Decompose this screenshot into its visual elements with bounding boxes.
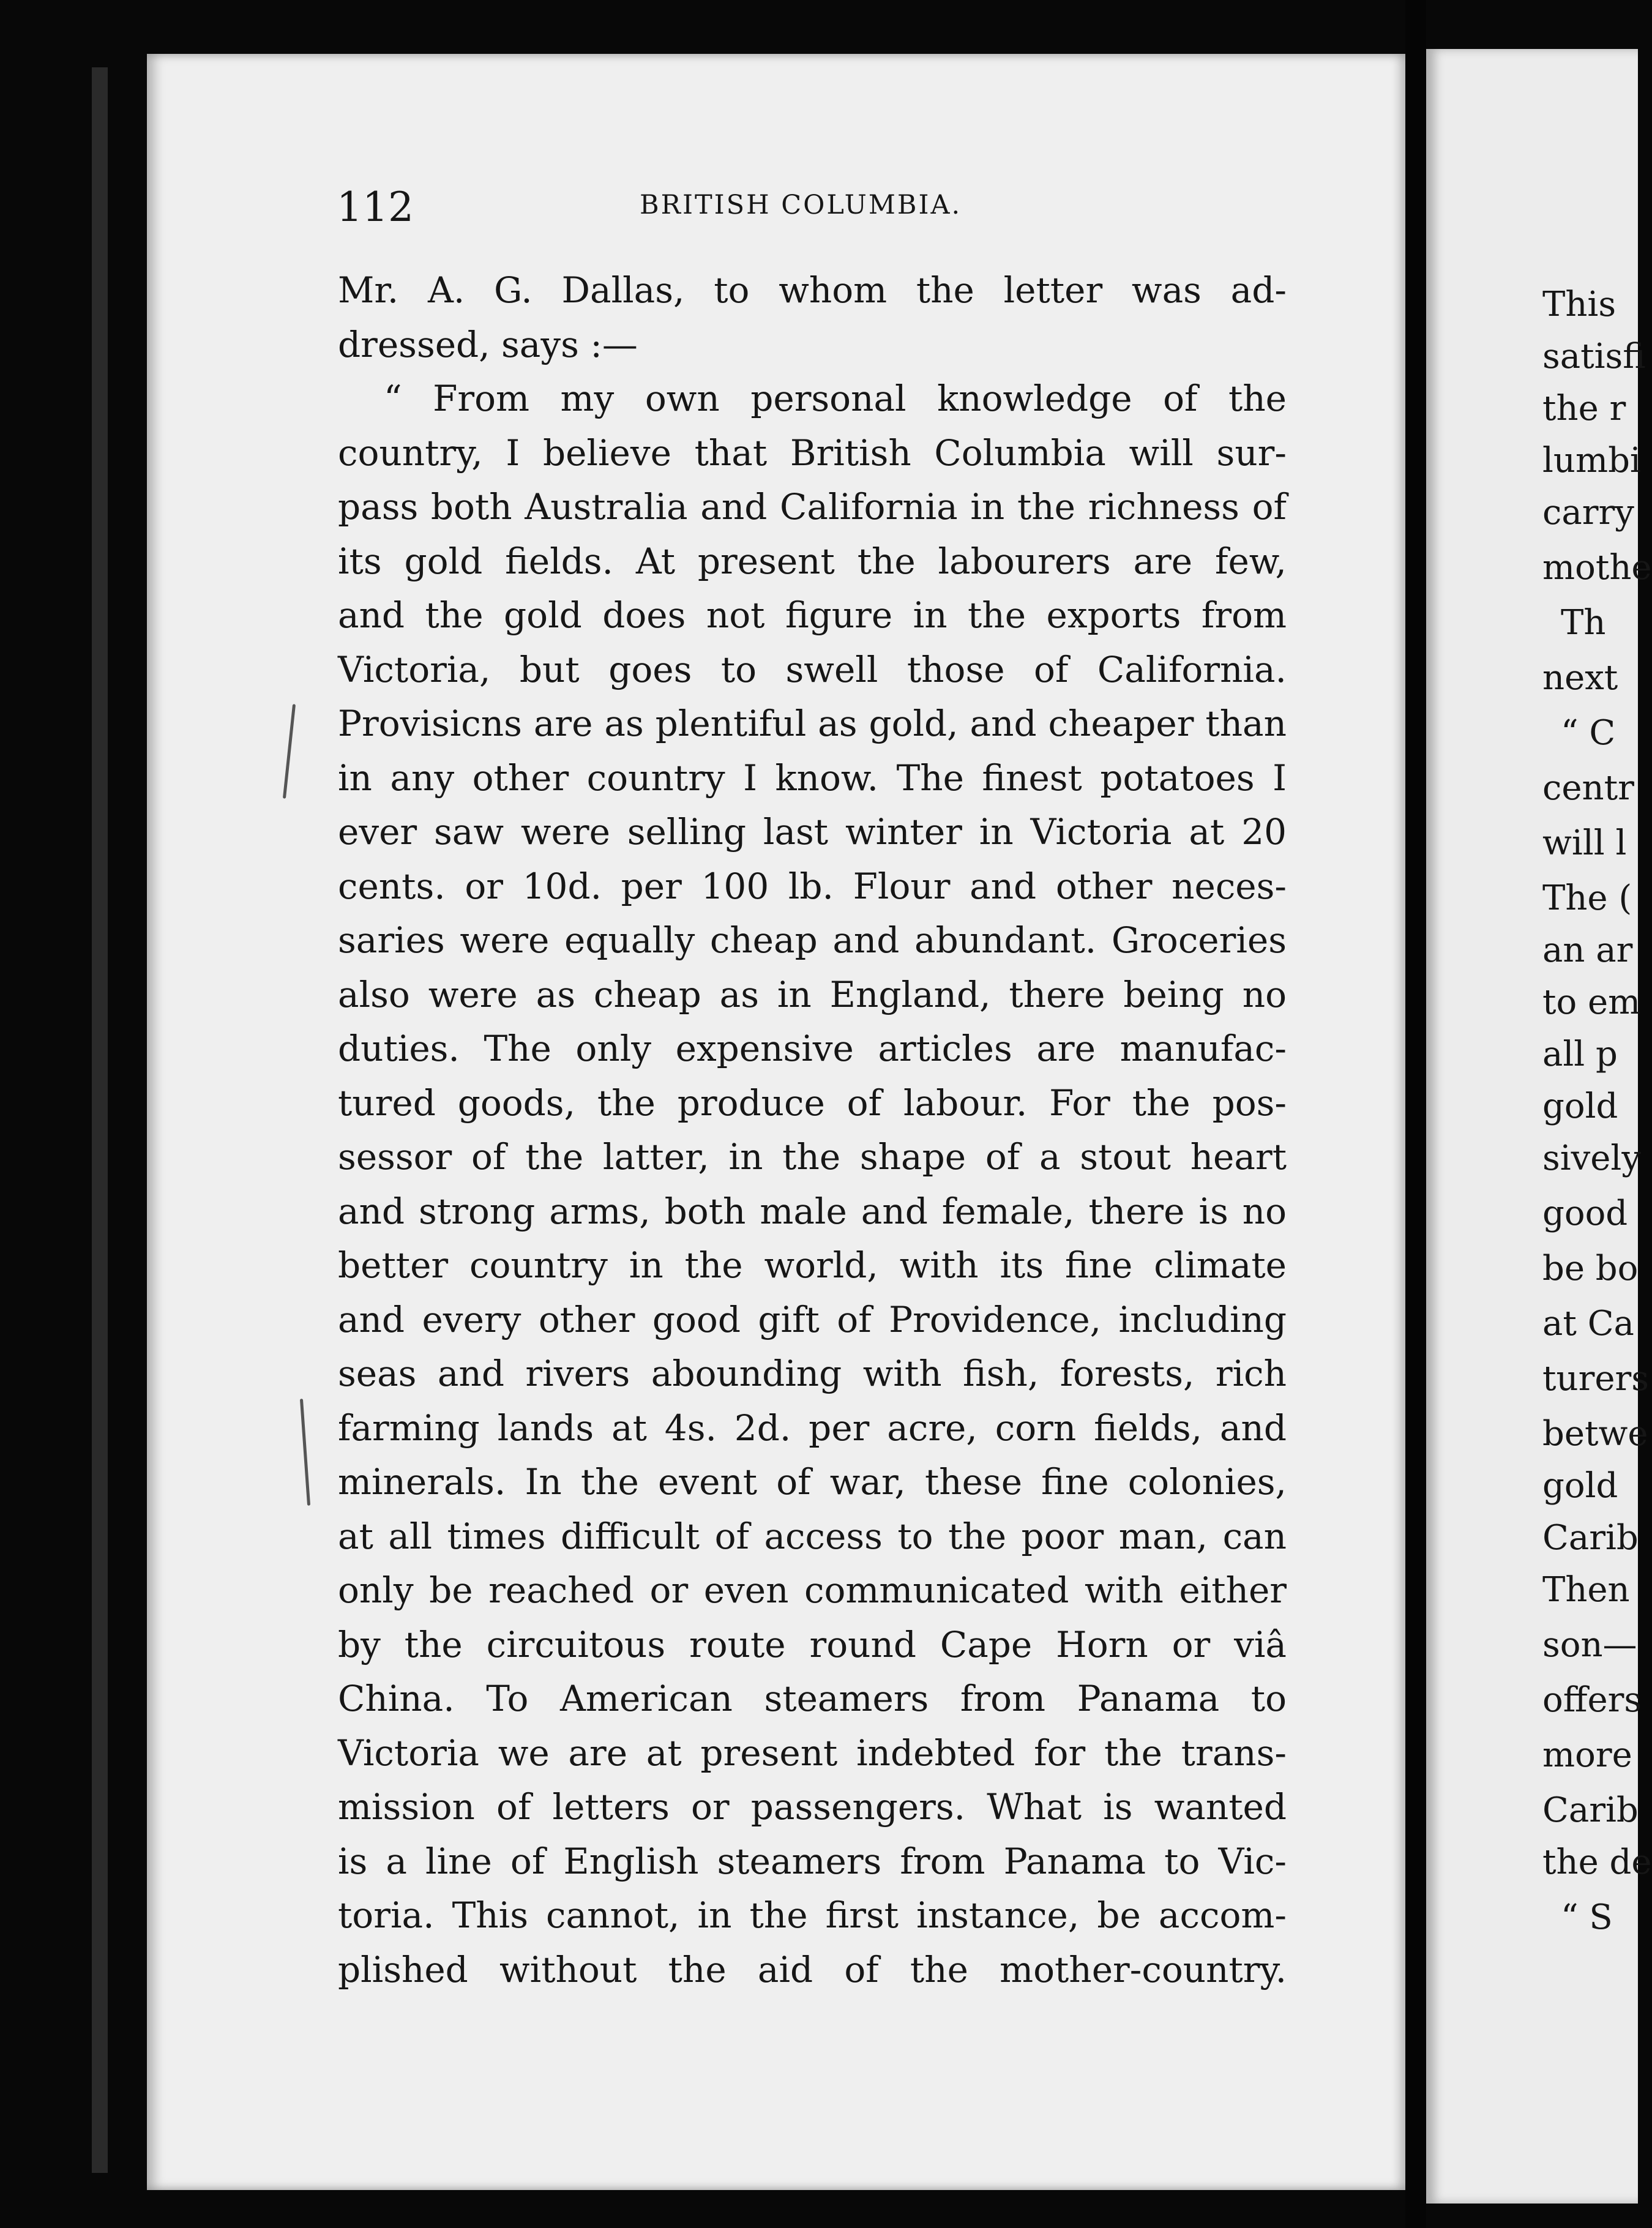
text-line: and strong arms, both male and female, there is no [338, 1190, 1287, 1232]
text-line: ever saw were selling last winter in Victoria at 20 [338, 811, 1287, 853]
text-line: “ From my own personal knowledge of the [384, 378, 1287, 419]
facing-line: the de [1542, 1842, 1652, 1882]
text-line: is a line of English steamers from Panama to Vic- [338, 1840, 1287, 1882]
facing-line: will l [1542, 823, 1627, 863]
running-head: BRITISH COLUMBIA. [640, 190, 962, 220]
text-line: Provisicns are as plentiful as gold, and cheaper than [338, 703, 1287, 744]
facing-line: next [1542, 658, 1618, 698]
text-line: mission of letters or passengers. What is wanted [338, 1786, 1287, 1828]
facing-line: gold [1542, 1466, 1618, 1506]
text-line: and the gold does not figure in the exports from [338, 594, 1287, 636]
book-edge [92, 67, 108, 2173]
text-line: only be reached or even communicated with either [338, 1569, 1287, 1611]
text-line: tured goods, the produce of labour. For the pos- [338, 1082, 1287, 1124]
book-gutter [1405, 0, 1426, 2228]
text-line: minerals. In the event of war, these fine colonies, [338, 1461, 1287, 1503]
facing-line: “ S [1561, 1897, 1613, 1937]
facing-line: mothe [1542, 548, 1652, 588]
facing-line: gold [1542, 1086, 1618, 1126]
facing-line: offers [1542, 1680, 1642, 1720]
text-line: its gold fields. At present the labourers are few, [338, 540, 1287, 582]
text-line: duties. The only expensive articles are manufac- [338, 1028, 1287, 1069]
text-line: and every other good gift of Providence, including [338, 1298, 1287, 1340]
facing-line: Then [1542, 1570, 1630, 1610]
facing-line: The ( [1542, 878, 1632, 918]
text-line: better country in the world, with its fine climate [338, 1244, 1287, 1286]
text-line: cents. or 10d. per 100 lb. Flour and other neces- [338, 865, 1287, 907]
facing-line: sively [1542, 1138, 1641, 1178]
text-line: Victoria, but goes to swell those of California. [338, 648, 1287, 690]
text-line: farming lands at 4s. 2d. per acre, corn fields, and [338, 1407, 1287, 1449]
facing-line: satisfi [1542, 337, 1646, 376]
text-line: toria. This cannot, in the first instance, be accom- [338, 1894, 1287, 1936]
facing-line: Carib [1542, 1518, 1639, 1558]
facing-line: turers [1542, 1359, 1649, 1399]
text-line: sessor of the latter, in the shape of a stout heart [338, 1136, 1287, 1178]
facing-line: centr [1542, 768, 1634, 808]
facing-line: more [1542, 1735, 1632, 1775]
facing-line: son— [1542, 1625, 1637, 1665]
text-line: Mr. A. G. Dallas, to whom the letter was ad- [338, 269, 1287, 311]
text-line: pass both Australia and California in the richness of [338, 486, 1287, 528]
facing-line: the r [1542, 389, 1626, 428]
text-line: in any other country I know. The finest potatoes I [338, 757, 1287, 799]
page-number: 112 [337, 184, 414, 231]
facing-line: carry [1542, 493, 1634, 533]
text-line: country, I believe that British Columbia will sur- [338, 432, 1287, 474]
text-line: saries were equally cheap and abundant. Groceries [338, 919, 1287, 961]
facing-line: all p [1542, 1034, 1618, 1074]
facing-line: “ C [1561, 713, 1616, 753]
text-line: Victoria we are at present indebted for the trans- [338, 1732, 1287, 1774]
facing-line: betwe [1542, 1414, 1648, 1454]
text-line: China. To American steamers from Panama to [338, 1678, 1287, 1719]
text-line: at all times difficult of access to the poor man, can [338, 1515, 1287, 1557]
facing-line: good [1542, 1194, 1628, 1233]
facing-line: to em [1542, 982, 1641, 1022]
facing-line: This [1542, 285, 1616, 324]
facing-line: at Ca [1542, 1304, 1634, 1344]
facing-line: Carib [1542, 1790, 1639, 1830]
text-line: plished without the aid of the mother-country. [338, 1948, 1287, 1991]
facing-line: be bo [1542, 1249, 1639, 1288]
facing-line: lumbi [1542, 441, 1641, 480]
text-line: by the circuitous route round Cape Horn or viâ [338, 1623, 1287, 1665]
facing-page-text [1542, 0, 1652, 2228]
text-line: also were as cheap as in England, there being no [338, 973, 1287, 1015]
facing-line: Th [1561, 603, 1606, 643]
text-line: dressed, says :— [338, 323, 638, 365]
text-line: seas and rivers abounding with fish, forests, rich [338, 1353, 1287, 1394]
body-text [338, 263, 1287, 1997]
facing-line: an ar [1542, 930, 1633, 970]
